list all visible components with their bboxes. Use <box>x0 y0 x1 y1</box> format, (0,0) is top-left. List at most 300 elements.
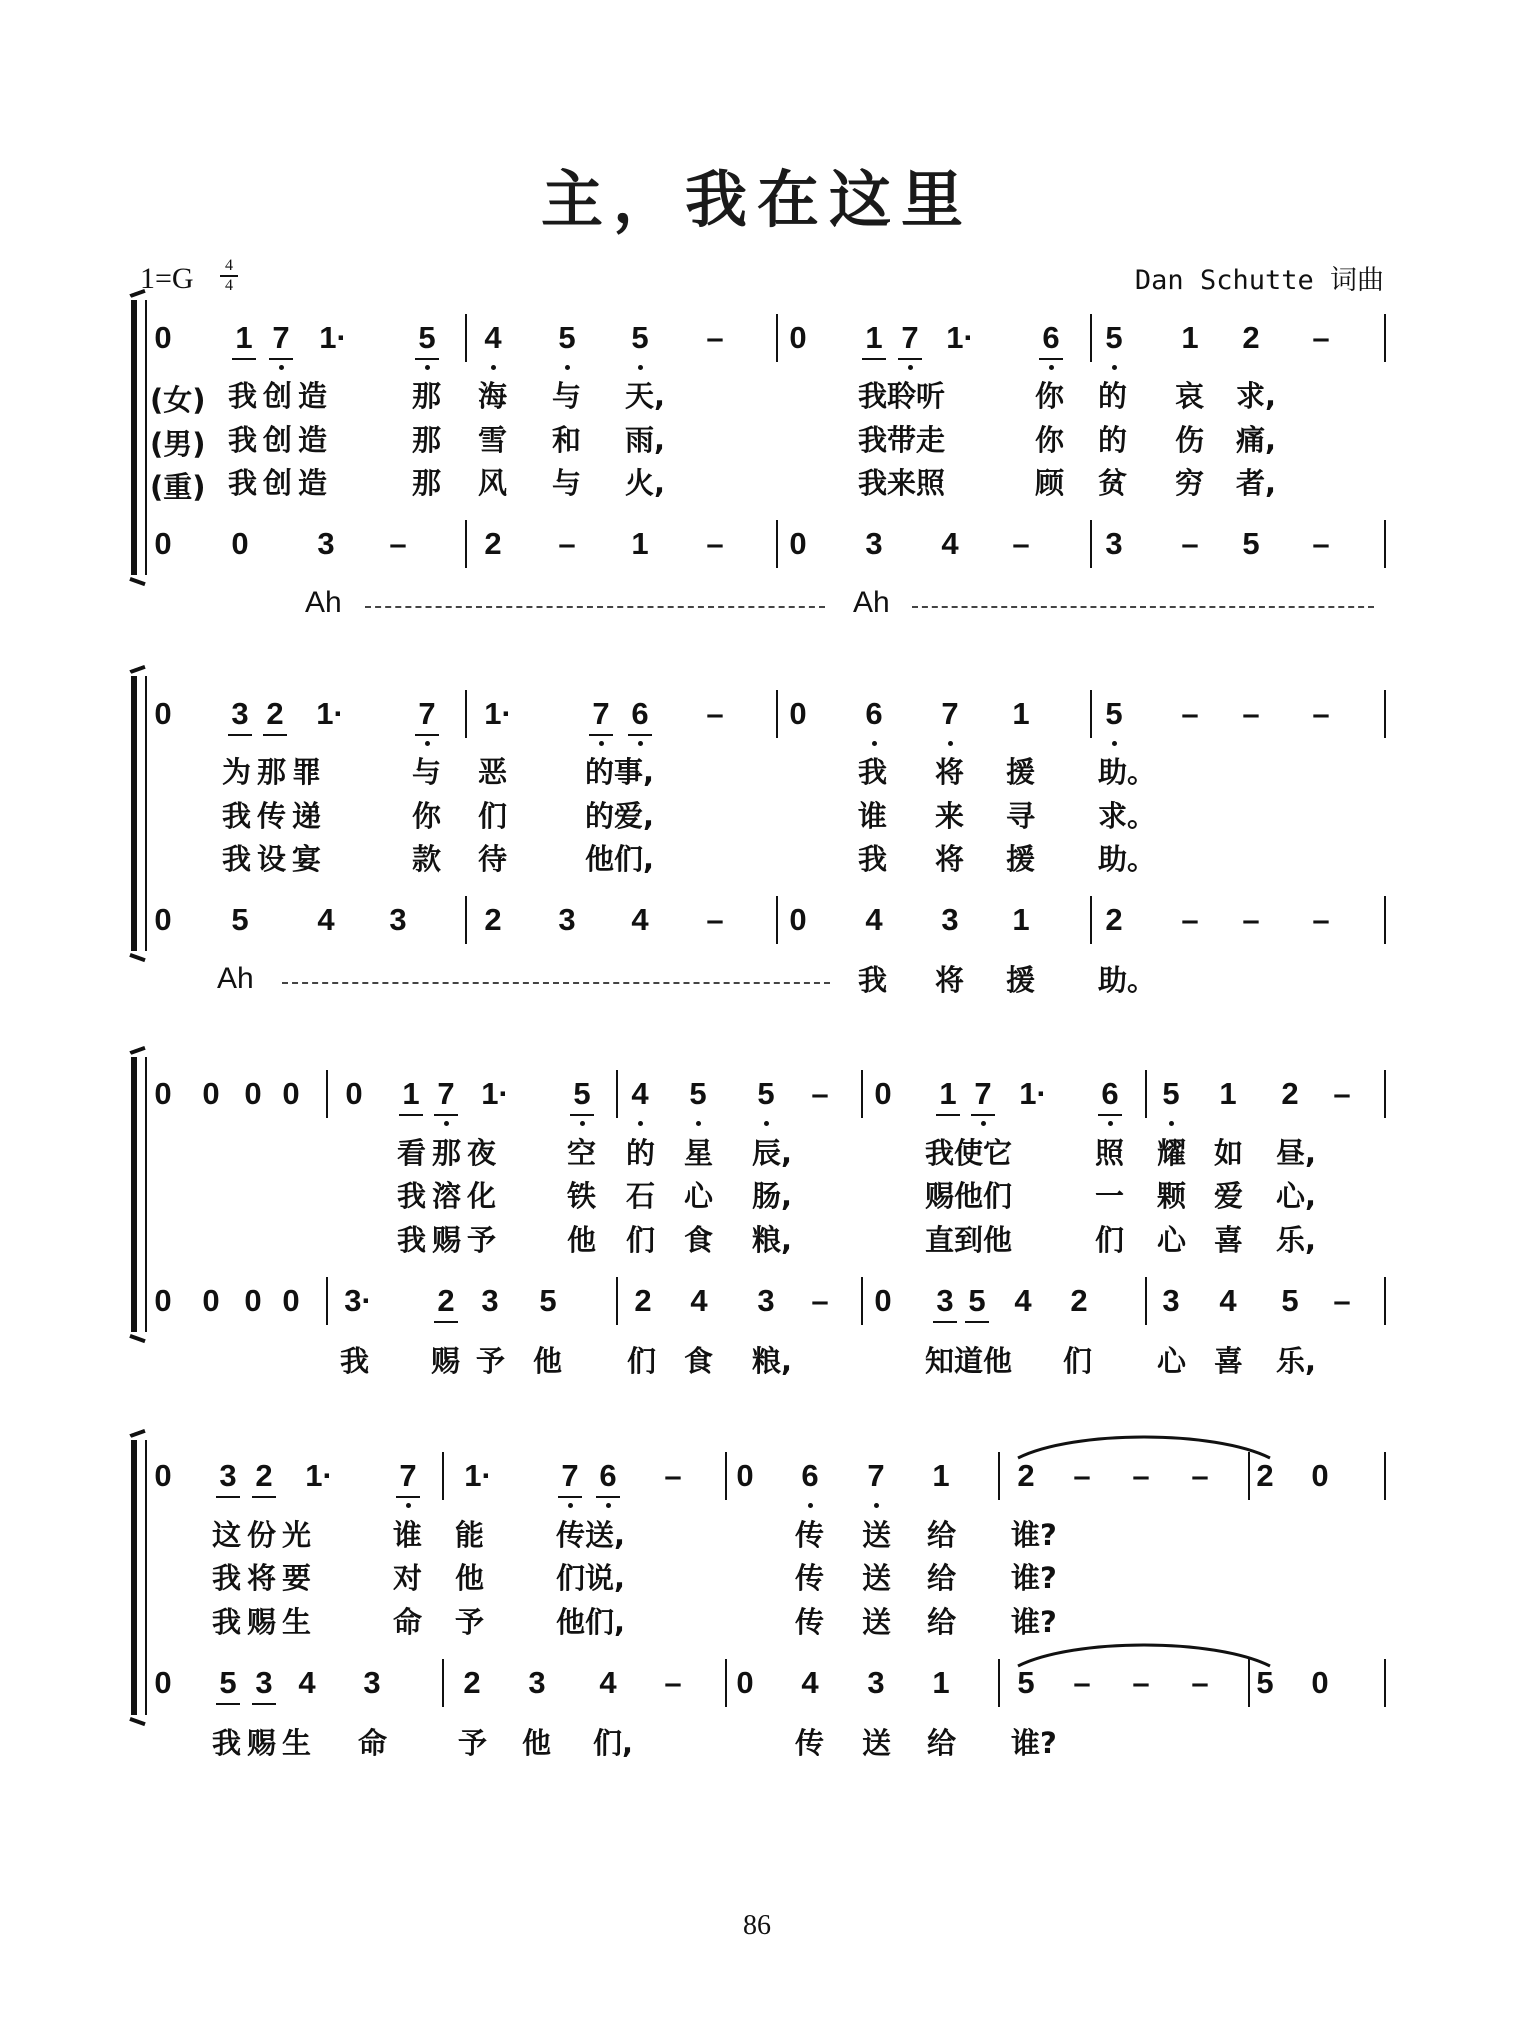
note: – <box>1242 902 1260 937</box>
song-title: 主，我在这里 <box>540 163 973 236</box>
note: – <box>811 1283 829 1318</box>
lyric: 顾 <box>1035 466 1065 500</box>
lyric: 我 <box>858 842 888 876</box>
note: – <box>811 1076 829 1111</box>
note: – <box>664 1458 682 1493</box>
lower-lyric: 援 <box>1006 963 1036 997</box>
lyric: 我赐生 <box>212 1605 318 1639</box>
lower-lyric: 知道他 <box>925 1344 1013 1378</box>
lyric: 和 <box>552 423 582 457</box>
lyric: 送 <box>862 1561 892 1595</box>
lyric: 粮, <box>752 1223 793 1257</box>
lyric: 与 <box>552 466 582 500</box>
note: 3 <box>757 1283 775 1318</box>
lyric: 他们, <box>556 1605 626 1639</box>
lyric: 你 <box>1035 379 1065 413</box>
lower-lyric: 他 <box>533 1344 563 1378</box>
note: 0 <box>282 1076 300 1111</box>
note: 1· <box>316 696 344 731</box>
lyric: 我创造 <box>228 466 334 500</box>
note: 3 <box>928 1281 962 1321</box>
lyric: 我创造 <box>228 379 334 413</box>
note: 3 <box>1162 1283 1180 1318</box>
note: – <box>1073 1665 1091 1700</box>
note: 4 <box>317 902 335 937</box>
note: – <box>706 526 724 561</box>
note: 4 <box>865 902 883 937</box>
lyric: 他 <box>455 1561 485 1595</box>
lower-lyric: 予 <box>458 1726 488 1760</box>
lower-lyric: 们 <box>1063 1344 1093 1378</box>
verse-label-female: (女) <box>150 383 206 417</box>
note: – <box>389 526 407 561</box>
note: 0 <box>874 1076 892 1111</box>
lyric: 哀 <box>1175 379 1205 413</box>
note: – <box>1012 526 1030 561</box>
note: – <box>1073 1458 1091 1493</box>
lyric: 雨, <box>625 423 666 457</box>
note: 3 <box>363 1665 381 1700</box>
lower-lyric: 助。 <box>1098 963 1157 997</box>
note: – <box>1333 1076 1351 1111</box>
lyric: 来 <box>935 799 965 833</box>
note: 5 <box>681 1074 715 1114</box>
note: 3 <box>528 1665 546 1700</box>
note: 0 <box>154 320 172 355</box>
note: 7 <box>966 1074 1000 1114</box>
lower-lyric: 食 <box>684 1344 714 1378</box>
note: 0 <box>345 1076 363 1111</box>
lyric: 给 <box>927 1561 957 1595</box>
note: – <box>706 320 724 355</box>
lyric: 伤 <box>1175 423 1205 457</box>
note: 1· <box>1019 1076 1047 1111</box>
note: 0 <box>154 1665 172 1700</box>
note: 4 <box>623 1074 657 1114</box>
note: 2 <box>1281 1076 1299 1111</box>
lyric: 赐他们 <box>925 1179 1013 1213</box>
note: 0 <box>202 1076 220 1111</box>
lyric: 将 <box>935 842 965 876</box>
lyric: 款 <box>412 842 442 876</box>
upper-voice <box>0 318 1514 368</box>
lower-lyric: 予 <box>476 1344 506 1378</box>
note: 4 <box>298 1665 316 1700</box>
note: 7 <box>584 694 618 734</box>
note: 4 <box>599 1665 617 1700</box>
note: 3 <box>223 694 257 734</box>
note: 1 <box>932 1665 950 1700</box>
lyric: 食 <box>684 1223 714 1257</box>
lower-lyric: 赐 <box>431 1344 461 1378</box>
note: – <box>1242 696 1260 731</box>
note: 0 <box>874 1283 892 1318</box>
lyric: 直到他 <box>925 1223 1013 1257</box>
lyric: 天, <box>625 379 666 413</box>
note: 2 <box>484 902 502 937</box>
lower-lyric: 传 <box>795 1726 825 1760</box>
lyric: 们 <box>478 799 508 833</box>
note: – <box>1181 902 1199 937</box>
lyric: 雪 <box>478 423 508 457</box>
note: 5 <box>231 902 249 937</box>
lyric: 火, <box>625 466 666 500</box>
note: 5 <box>1242 526 1260 561</box>
note: 0 <box>244 1283 262 1318</box>
lyric: 寻 <box>1006 799 1036 833</box>
note: 5 <box>749 1074 783 1114</box>
lyric: 如 <box>1214 1136 1244 1170</box>
lower-voice <box>0 1663 1514 1713</box>
note: – <box>1312 526 1330 561</box>
lyric: 们 <box>1095 1223 1125 1257</box>
note: 2 <box>1017 1458 1035 1493</box>
note: 3 <box>558 902 576 937</box>
note: 0 <box>154 526 172 561</box>
lyric: 喜 <box>1214 1223 1244 1257</box>
note: 1· <box>464 1458 492 1493</box>
lyric: 我带走 <box>858 423 946 457</box>
lyric: 谁 <box>858 799 888 833</box>
note: 2 <box>634 1283 652 1318</box>
note: 4 <box>801 1665 819 1700</box>
lyric: 命 <box>393 1605 423 1639</box>
note: 0 <box>282 1283 300 1318</box>
note: 2 <box>429 1281 463 1321</box>
lyric: 给 <box>927 1605 957 1639</box>
note: 5 <box>539 1283 557 1318</box>
note: 2 <box>1242 320 1260 355</box>
lyric: 求, <box>1236 379 1277 413</box>
note: 1 <box>931 1074 965 1114</box>
note: 0 <box>736 1458 754 1493</box>
note: 1 <box>1012 696 1030 731</box>
upper-voice <box>0 1456 1514 1506</box>
note: – <box>558 526 576 561</box>
lyric: 穷 <box>1175 466 1205 500</box>
note: 6 <box>591 1456 625 1496</box>
lyric: 他们, <box>585 842 655 876</box>
lyric: 助。 <box>1098 842 1157 876</box>
lyric: 一 <box>1095 1179 1125 1213</box>
lyric: 谁 <box>393 1518 423 1552</box>
note: – <box>1181 696 1199 731</box>
note: 1· <box>484 696 512 731</box>
note: 6 <box>1034 318 1068 358</box>
lower-lyric: 我 <box>340 1344 370 1378</box>
note: 0 <box>789 902 807 937</box>
time-signature <box>220 258 238 294</box>
note: 3 <box>317 526 335 561</box>
note: 0 <box>1311 1665 1329 1700</box>
lyric: 我来照 <box>858 466 946 500</box>
lyric: 的 <box>1098 379 1128 413</box>
lyric: 传 <box>795 1561 825 1595</box>
lower-lyric: 我 <box>858 963 888 997</box>
lyric: 他 <box>567 1223 597 1257</box>
lower-lyric: 粮, <box>752 1344 793 1378</box>
lyric: 予 <box>455 1605 485 1639</box>
lyric: 谁? <box>1011 1561 1057 1595</box>
note: 1 <box>394 1074 428 1114</box>
lyric: 辰, <box>752 1136 793 1170</box>
note: 7 <box>859 1456 893 1496</box>
note: 4 <box>476 318 510 358</box>
note: 2 <box>1105 902 1123 937</box>
lower-lyric: Ah <box>853 586 890 619</box>
note: 1· <box>481 1076 509 1111</box>
lyric: 的 <box>626 1136 656 1170</box>
upper-voice <box>0 1074 1514 1124</box>
lyric: 给 <box>927 1518 957 1552</box>
note: 0 <box>244 1076 262 1111</box>
note: 5 <box>1097 694 1131 734</box>
note: 5 <box>1281 1283 1299 1318</box>
lyric: 耀 <box>1157 1136 1187 1170</box>
note: 1 <box>227 318 261 358</box>
note: 7 <box>553 1456 587 1496</box>
lyric: 我溶化 <box>397 1179 503 1213</box>
note: 4 <box>1219 1283 1237 1318</box>
lyric: 求。 <box>1098 799 1157 833</box>
note: 1 <box>631 526 649 561</box>
note: 7 <box>893 318 927 358</box>
note: 3 <box>389 902 407 937</box>
note: 1· <box>305 1458 333 1493</box>
note: – <box>1312 696 1330 731</box>
lyric: 风 <box>478 466 508 500</box>
lyric: 为那罪 <box>222 755 328 789</box>
lyric: 传 <box>795 1605 825 1639</box>
lyric: 与 <box>412 755 442 789</box>
note: 1 <box>1181 320 1199 355</box>
lyric: 我传递 <box>222 799 328 833</box>
lyric: 恶 <box>478 755 508 789</box>
note: 5 <box>623 318 657 358</box>
lyric: 的爱, <box>585 799 655 833</box>
note: – <box>1333 1283 1351 1318</box>
lyric: 心 <box>684 1179 714 1213</box>
lower-voice <box>0 524 1514 574</box>
note: 5 <box>550 318 584 358</box>
lyric: 贫 <box>1098 466 1128 500</box>
note: 6 <box>1093 1074 1127 1114</box>
verse-label-male: (男) <box>150 427 206 461</box>
note: 1 <box>1219 1076 1237 1111</box>
note: 2 <box>484 526 502 561</box>
note: 0 <box>789 696 807 731</box>
note: 3 <box>481 1283 499 1318</box>
note: 7 <box>410 694 444 734</box>
note: 2 <box>1070 1283 1088 1318</box>
lower-lyric: 们, <box>593 1726 634 1760</box>
note: 5 <box>565 1074 599 1114</box>
note: 6 <box>623 694 657 734</box>
lower-lyric: Ah <box>305 586 342 619</box>
lower-lyric: 谁? <box>1011 1726 1057 1760</box>
note: 7 <box>933 694 967 734</box>
note: – <box>1181 526 1199 561</box>
note: 1 <box>1012 902 1030 937</box>
note: 5 <box>211 1663 245 1703</box>
page-number: 86 <box>743 1910 771 1941</box>
lower-lyric: 他 <box>522 1726 552 1760</box>
lyric: 的事, <box>585 755 655 789</box>
note: 1· <box>319 320 347 355</box>
note: 3 <box>865 526 883 561</box>
lyric: 照 <box>1095 1136 1125 1170</box>
note: 6 <box>857 694 891 734</box>
upper-voice <box>0 694 1514 744</box>
lyric: 者, <box>1236 466 1277 500</box>
note: 4 <box>1014 1283 1032 1318</box>
note: – <box>1132 1458 1150 1493</box>
lyric: 我聆听 <box>858 379 946 413</box>
lyric: 送 <box>862 1518 892 1552</box>
lyric: 你 <box>412 799 442 833</box>
note: 2 <box>258 694 292 734</box>
lyric: 送 <box>862 1605 892 1639</box>
lyric: 爱 <box>1214 1179 1244 1213</box>
note: 3 <box>941 902 959 937</box>
lyric: 们说, <box>556 1561 626 1595</box>
note: 1 <box>857 318 891 358</box>
lyric: 传 <box>795 1518 825 1552</box>
note: – <box>664 1665 682 1700</box>
lyric: 看那夜 <box>397 1136 503 1170</box>
lyric: 传送, <box>556 1518 626 1552</box>
lyric: 将 <box>935 755 965 789</box>
lower-lyric: 命 <box>358 1726 388 1760</box>
lyric: 那 <box>412 423 442 457</box>
note: 0 <box>154 1458 172 1493</box>
lyric: 援 <box>1006 755 1036 789</box>
lyric: 助。 <box>1098 755 1157 789</box>
note: 5 <box>410 318 444 358</box>
note: 0 <box>202 1283 220 1318</box>
lyric: 肠, <box>752 1179 793 1213</box>
key-signature: 1=G <box>140 262 194 295</box>
lower-lyric: 给 <box>927 1726 957 1760</box>
note: 0 <box>736 1665 754 1700</box>
lower-lyric: 将 <box>935 963 965 997</box>
lyric: 心, <box>1276 1179 1317 1213</box>
note: 0 <box>789 526 807 561</box>
lyric: 我赐予 <box>397 1223 503 1257</box>
note: 3· <box>344 1283 372 1318</box>
note: 5 <box>1097 318 1131 358</box>
lower-voice <box>0 1281 1514 1331</box>
lower-voice <box>0 900 1514 950</box>
note: 5 <box>1017 1665 1035 1700</box>
note: 4 <box>631 902 649 937</box>
note: 2 <box>247 1456 281 1496</box>
note: 1 <box>932 1458 950 1493</box>
note: 3 <box>867 1665 885 1700</box>
lyric: 空 <box>567 1136 597 1170</box>
lyric: 昼, <box>1276 1136 1317 1170</box>
verse-label-tutti: (重) <box>150 470 206 504</box>
lyric: 我设宴 <box>222 842 328 876</box>
note: 1· <box>946 320 974 355</box>
lyric: 们 <box>626 1223 656 1257</box>
lyric: 石 <box>626 1179 656 1213</box>
note: – <box>1132 1665 1150 1700</box>
note: 0 <box>1311 1458 1329 1493</box>
note: 7 <box>264 318 298 358</box>
lyric: 我 <box>858 755 888 789</box>
lyric: 海 <box>478 379 508 413</box>
lyric: 对 <box>393 1561 423 1595</box>
lyric: 谁? <box>1011 1605 1057 1639</box>
note: 0 <box>154 696 172 731</box>
lyric: 待 <box>478 842 508 876</box>
lyric: 心 <box>1157 1223 1187 1257</box>
lower-lyric: 乐, <box>1276 1344 1317 1378</box>
note: 5 <box>960 1281 994 1321</box>
note: 7 <box>391 1456 425 1496</box>
composer-credit: Dan Schutte 词曲 <box>1134 265 1384 296</box>
lyric: 我将要 <box>212 1561 318 1595</box>
lower-lyric: 们 <box>627 1344 657 1378</box>
lower-lyric: 喜 <box>1214 1344 1244 1378</box>
note: 2 <box>463 1665 481 1700</box>
lyric: 那 <box>412 466 442 500</box>
note: 5 <box>1256 1665 1274 1700</box>
note: 0 <box>789 320 807 355</box>
lower-lyric: Ah <box>217 962 254 995</box>
note: 3 <box>247 1663 281 1703</box>
lyric: 谁? <box>1011 1518 1057 1552</box>
note: 3 <box>211 1456 245 1496</box>
note: 4 <box>690 1283 708 1318</box>
lyric: 你 <box>1035 423 1065 457</box>
lower-lyric: 送 <box>862 1726 892 1760</box>
note: – <box>1312 902 1330 937</box>
note: – <box>706 696 724 731</box>
lyric: 能 <box>455 1518 485 1552</box>
lower-lyric: 心 <box>1157 1344 1187 1378</box>
lyric: 援 <box>1006 842 1036 876</box>
lower-lyric: 我赐生 <box>212 1726 318 1760</box>
note: – <box>706 902 724 937</box>
lyric: 星 <box>684 1136 714 1170</box>
lyric: 那 <box>412 379 442 413</box>
note: 3 <box>1105 526 1123 561</box>
note: 0 <box>231 526 249 561</box>
lyric: 这份光 <box>212 1518 318 1552</box>
note: 2 <box>1256 1458 1274 1493</box>
note: 5 <box>1154 1074 1188 1114</box>
lyric: 痛, <box>1236 423 1277 457</box>
note: 7 <box>429 1074 463 1114</box>
note: 4 <box>941 526 959 561</box>
lyric: 与 <box>552 379 582 413</box>
lyric: 我创造 <box>228 423 334 457</box>
note: – <box>1312 320 1330 355</box>
meter-top: 4 <box>225 257 233 274</box>
lyric: 颗 <box>1157 1179 1187 1213</box>
note: – <box>1191 1458 1209 1493</box>
note: 0 <box>154 1283 172 1318</box>
note: 6 <box>793 1456 827 1496</box>
meter-bottom: 4 <box>225 277 233 294</box>
note: – <box>1191 1665 1209 1700</box>
lyric: 我使它 <box>925 1136 1013 1170</box>
note: 0 <box>154 1076 172 1111</box>
lyric: 的 <box>1098 423 1128 457</box>
lyric: 乐, <box>1276 1223 1317 1257</box>
